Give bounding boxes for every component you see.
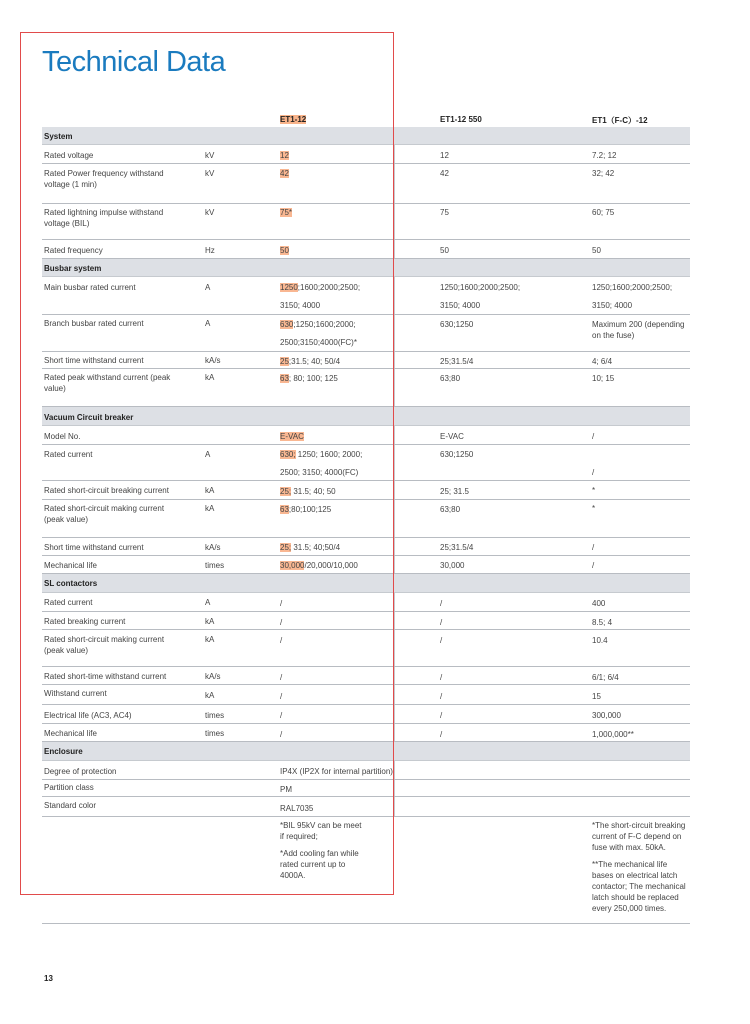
table-row-lightning-impulse: Rated lightning impulse withstand voltage (BIL) kV 75* 75 60; 75 bbox=[42, 204, 690, 240]
table-row-peak-withstand: Rated peak withstand current (peak value) kA 63; 80; 100; 125 63;80 10; 15 bbox=[42, 369, 690, 407]
table-row-rated-voltage: Rated voltage kV 12 12 7.2; 12 bbox=[42, 145, 690, 164]
table-row-breaking-current: Rated short-circuit breaking current kA 25; 31.5; 40; 50 25; 31.5 * bbox=[42, 481, 690, 500]
table-row-vcb-short-time: Short time withstand current kA/s 25; 31.5; 40;50/4 25;31.5/4 / bbox=[42, 538, 690, 556]
table-row-vcb-rated-current: Rated current A 630; 1250; 1600; 2000; 2500; 3150; 4000(FC) 630;1250 / bbox=[42, 445, 690, 481]
table-row-degree-of-protection: Degree of protection IP4X (IP2X for internal partition) bbox=[42, 761, 690, 780]
section-sl-contactors: SL contactors bbox=[42, 574, 690, 593]
table-row-sl-making: Rated short-circuit making current (peak value) kA / / 10.4 bbox=[42, 630, 690, 667]
section-vacuum-circuit-breaker: Vacuum Circuit breaker bbox=[42, 407, 690, 426]
column-header-et1-fc-12: ET1（F-C）-12 bbox=[592, 116, 648, 125]
note-bil: *BIL 95kV can be meet if required; bbox=[280, 821, 362, 841]
column-header-et1-12: ET1-12 bbox=[280, 115, 307, 124]
table-row-making-current: Rated short-circuit making current (peak value) kA 63;80;100;125 63;80 * bbox=[42, 500, 690, 538]
table-row-vcb-mechanical-life: Mechanical life times 30,000/20,000/10,000 30,000 / bbox=[42, 556, 690, 574]
section-busbar-system: Busbar system bbox=[42, 259, 690, 277]
page-title: Technical Data bbox=[42, 46, 226, 78]
table-row-rated-frequency: Rated frequency Hz 50 50 50 bbox=[42, 240, 690, 259]
table-row-notes bbox=[42, 817, 690, 924]
table-row-model-no: Model No. E-VAC E-VAC / bbox=[42, 426, 690, 445]
table-row-main-busbar: Main busbar rated current A 1250;1600;2000;2500; 3150; 4000 1250;1600;2000;2500; 3150; 4000 1250;1600;2000;2500; 3150; 4000 bbox=[42, 277, 690, 315]
table-row-sl-short-time: Rated short-time withstand current kA/s / / 6/1; 6/4 bbox=[42, 667, 690, 685]
table-row-sl-breaking: Rated breaking current kA / / 8.5; 4 bbox=[42, 612, 690, 630]
note-cooling-fan: *Add cooling fan while rated current up to 4000A. bbox=[280, 849, 359, 880]
table-row-electrical-life: Electrical life (AC3, AC4) times / / 300,000 bbox=[42, 705, 690, 724]
table-row-withstand-current: Withstand current kA / / 15 bbox=[42, 685, 690, 705]
note-mechanical-life: **The mechanical life bases on electrical latch contactor; The mechanical latch should be replaced every 250,000 times. bbox=[592, 860, 686, 913]
table-row-partition-class: Partition class PM bbox=[42, 780, 690, 797]
table-row-power-frequency: Rated Power frequency withstand voltage (1 min) kV 42 42 32; 42 bbox=[42, 164, 690, 204]
table-row-branch-busbar: Branch busbar rated current A 630;1250;1600;2000; 2500;3150;4000(FC)* 630;1250 Maximum 200 (depending on the fuse) bbox=[42, 315, 690, 352]
section-enclosure: Enclosure bbox=[42, 742, 690, 761]
column-header-et1-12-550: ET1-12 550 bbox=[440, 115, 482, 124]
note-short-circuit-breaking: *The short-circuit breaking current of F-C depend on fuse with max. 50kA. bbox=[592, 821, 686, 852]
table-row-short-time-withstand: Short time withstand current kA/s 25;31.5; 40; 50/4 25;31.5/4 4; 6/4 bbox=[42, 352, 690, 369]
page-number: 13 bbox=[44, 974, 53, 983]
section-system: System bbox=[42, 127, 690, 145]
table-row-standard-color: Standard color RAL7035 bbox=[42, 797, 690, 817]
table-row-sl-mechanical-life: Mechanical life times / / 1,000,000** bbox=[42, 724, 690, 742]
table-row-sl-rated-current: Rated current A / / 400 bbox=[42, 593, 690, 612]
